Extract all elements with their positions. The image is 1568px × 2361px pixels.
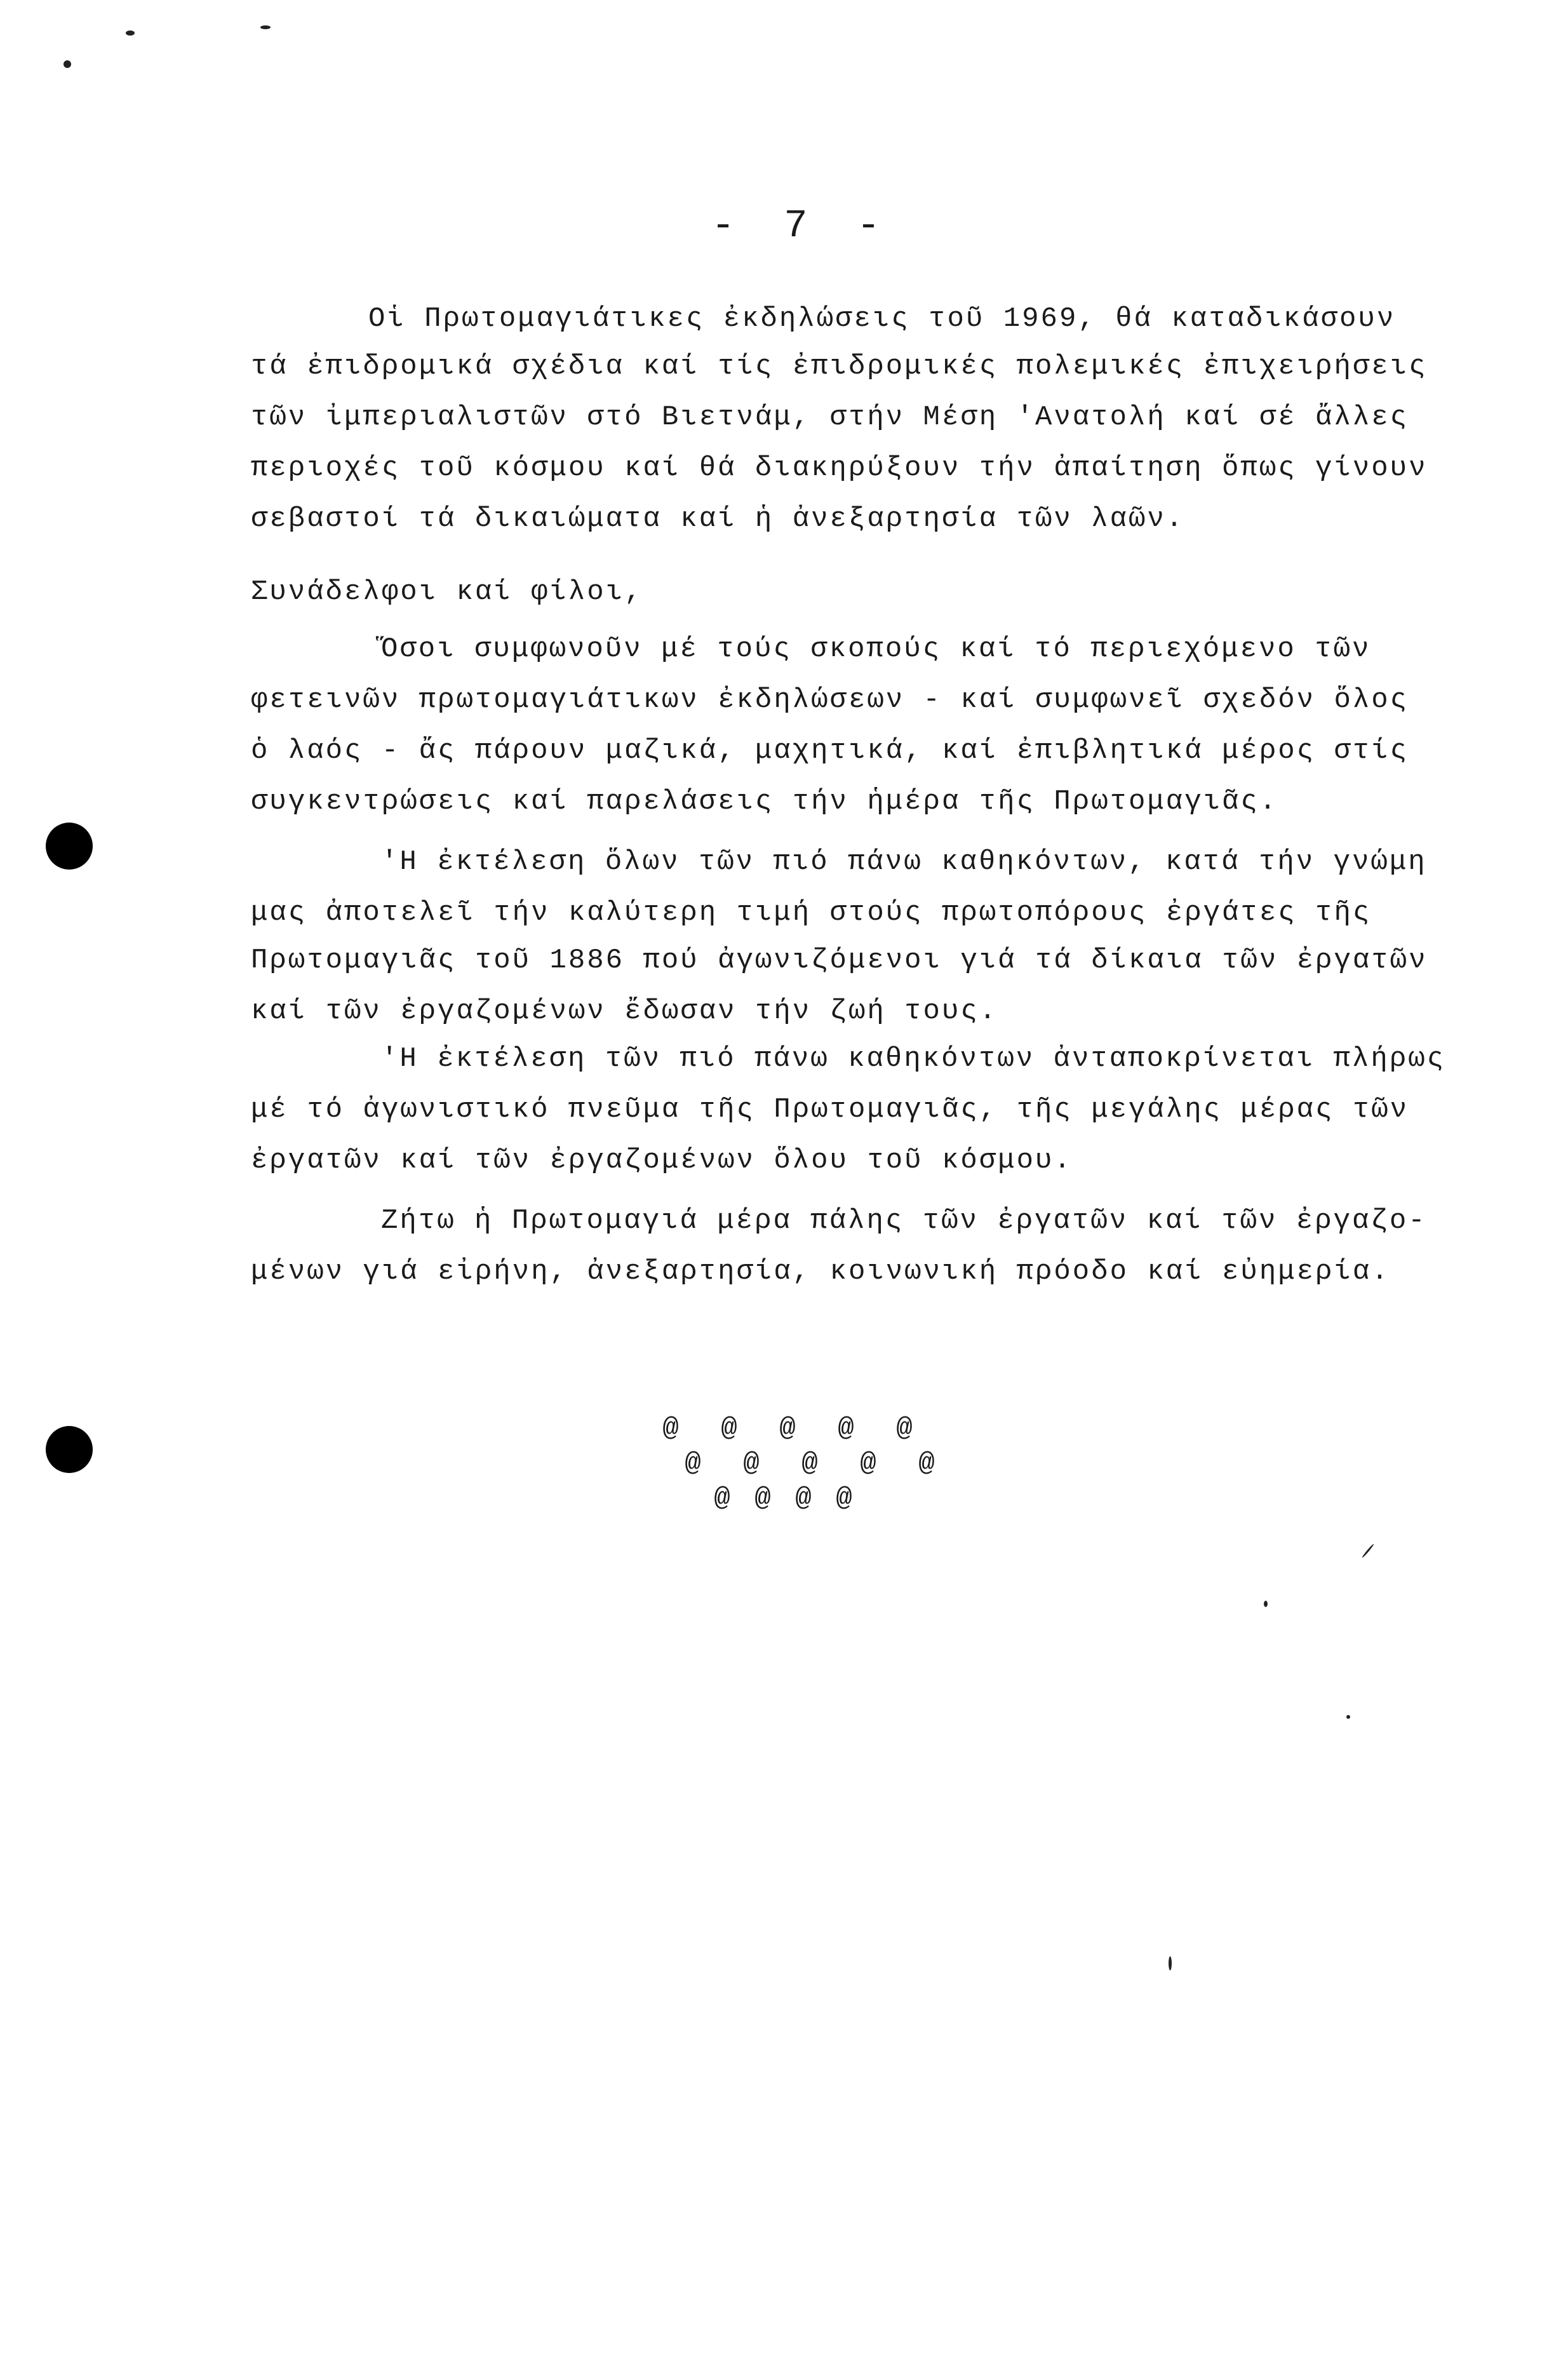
paragraph-4-line-4: καί τῶν ἐργαζομένων ἔδωσαν τήν ζωή τους.	[251, 995, 998, 1027]
paragraph-3-line-1: Ὅσοι συμφωνοῦν μέ τούς σκοπούς καί τό περιεχόμενο τῶν	[381, 633, 1371, 665]
ornament-symbol: @	[918, 1448, 935, 1479]
paragraph-6-line-2: μένων γιά εἰρήνη, ἀνεξαρτησία, κοινωνική πρόοδο καί εὐημερία.	[251, 1256, 1390, 1288]
scan-speck	[1346, 1715, 1350, 1719]
paragraph-3-line-2: φετεινῶν πρωτομαγιάτικων ἐκδηλώσεων - καί συμφωνεῖ σχεδόν ὅλος	[251, 684, 1409, 716]
punch-hole-upper	[46, 823, 93, 870]
paragraph-4-line-3: Πρωτομαγιᾶς τοῦ 1886 πού ἀγωνιζόμενοι γιά τά δίκαια τῶν ἐργατῶν	[251, 945, 1428, 976]
ornament-row-3	[702, 1483, 864, 1514]
punch-hole-lower	[46, 1426, 93, 1473]
paragraph-4-line-2: μας ἀποτελεῖ τήν καλύτερη τιμή στούς πρωτοπόρους ἐργάτες τῆς	[251, 897, 1372, 929]
salutation-line: Συνάδελφοι καί φίλοι,	[251, 576, 643, 608]
ornament-symbol: @	[721, 1413, 737, 1444]
paragraph-4-line-1: 'Η ἐκτέλεση ὅλων τῶν πιό πάνω καθηκόντων, κατά τήν γνώμη	[381, 846, 1427, 878]
scan-speck	[1169, 1956, 1172, 1970]
page-number: - 7 -	[711, 203, 894, 248]
ornament-symbol: @	[714, 1483, 730, 1514]
paragraph-1-line-2: τά ἐπιδρομικά σχέδια καί τίς ἐπιδρομικές πολεμικές ἐπιχειρήσεις	[251, 351, 1428, 382]
ornament-symbol: @	[801, 1448, 818, 1479]
paragraph-6-line-1: Ζήτω ἡ Πρωτομαγιά μέρα πάλης τῶν ἐργατῶν καί τῶν ἐργαζο-	[381, 1205, 1427, 1237]
paragraph-3-line-3: ὁ λαός - ἄς πάρουν μαζικά, μαχητικά, καί ἐπιβλητικά μέρος στίς	[251, 735, 1409, 767]
paragraph-5-line-2: μέ τό ἀγωνιστικό πνεῦμα τῆς Πρωτομαγιᾶς, τῆς μεγάλης μέρας τῶν	[251, 1094, 1409, 1126]
ornament-row-1	[641, 1413, 934, 1444]
ornament-symbol: @	[896, 1413, 913, 1444]
scan-speck	[64, 60, 71, 68]
ornament-symbol: @	[743, 1448, 760, 1479]
paragraph-1-line-5: σεβαστοί τά δικαιώματα καί ἡ ἀνεξαρτησία τῶν λαῶν.	[251, 503, 1185, 535]
ornament-symbol: @	[779, 1413, 796, 1444]
paragraph-5-line-3: ἐργατῶν καί τῶν ἐργαζομένων ὅλου τοῦ κόσμου.	[251, 1145, 1073, 1176]
paragraph-1-line-1: Οἱ Πρωτομαγιάτικες ἐκδηλώσεις τοῦ 1969, θά καταδικάσουν	[368, 303, 1396, 335]
scan-speck	[126, 30, 135, 36]
ornament-symbol: @	[836, 1483, 852, 1514]
ornament-symbol: @	[754, 1483, 771, 1514]
paragraph-1-line-4: περιοχές τοῦ κόσμου καί θά διακηρύξουν τήν ἀπαίτηση ὅπως γίνουν	[251, 452, 1428, 484]
ornament-symbol: @	[662, 1413, 679, 1444]
paragraph-1-line-3: τῶν ἰμπεριαλιστῶν στό Βιετνάμ, στήν Μέση 'Ανατολή καί σέ ἄλλες	[251, 401, 1409, 433]
paragraph-5-line-1: 'Η ἐκτέλεση τῶν πιό πάνω καθηκόντων ἀνταποκρίνεται πλήρως	[381, 1043, 1446, 1075]
ornament-symbol: @	[795, 1483, 812, 1514]
scan-speck	[1264, 1601, 1268, 1607]
ornament-symbol: @	[860, 1448, 876, 1479]
paragraph-3-line-4: συγκεντρώσεις καί παρελάσεις τήν ἡμέρα τῆς Πρωτομαγιᾶς.	[251, 786, 1278, 817]
scan-speck	[1362, 1544, 1374, 1558]
ornament-symbol: @	[685, 1448, 701, 1479]
ornament-symbol: @	[838, 1413, 854, 1444]
ornament-row-2	[664, 1448, 956, 1479]
scan-speck	[260, 25, 271, 29]
